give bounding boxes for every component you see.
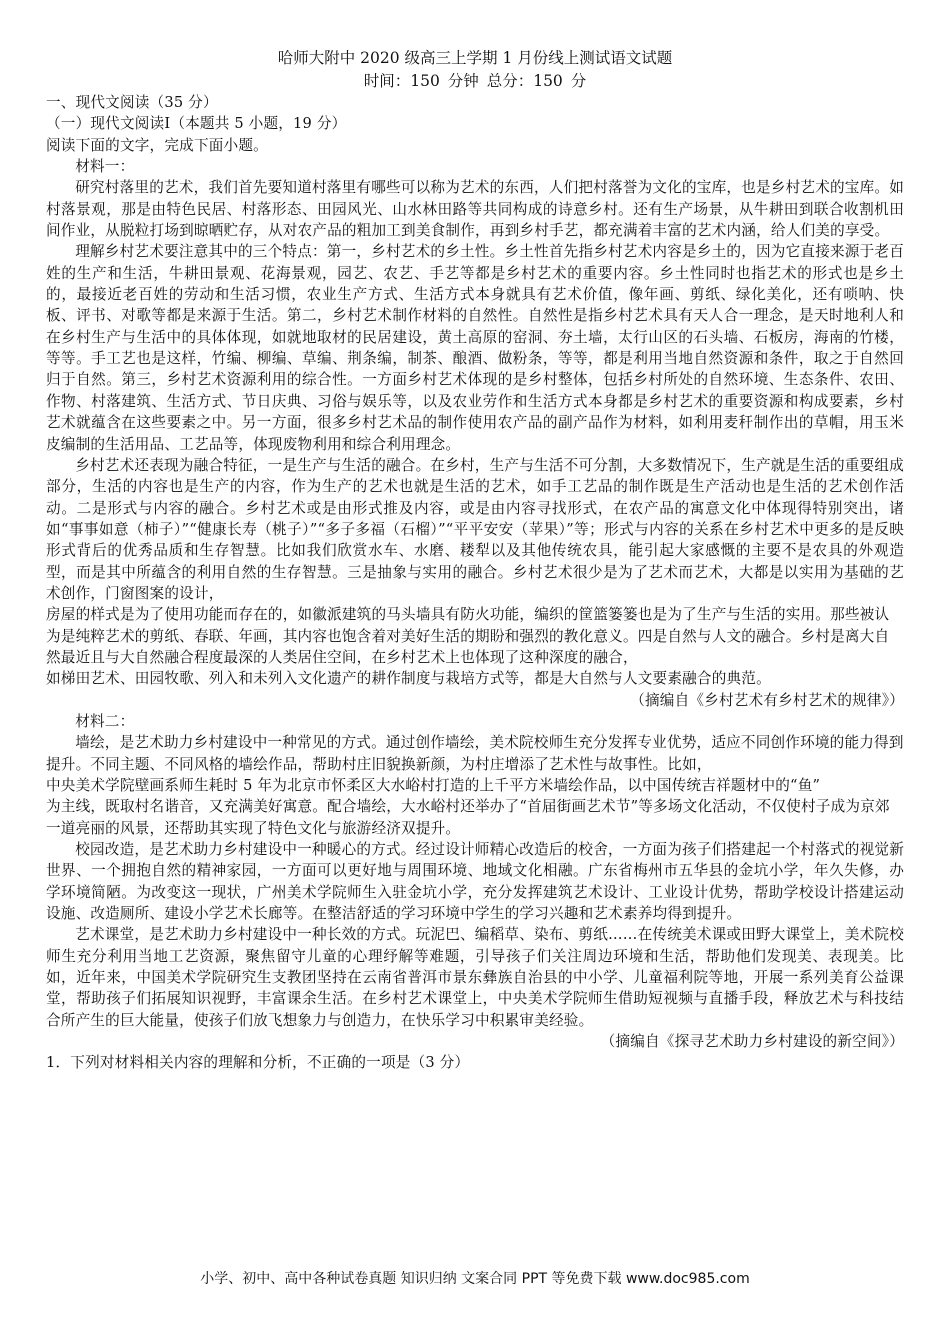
material-1-paragraph-3-end: 如梯田艺术、田园牧歌、列入和未列入文化遗产的耕作制度与栽培方式等，都是大自然与人文要素融合的典范。: [46, 670, 771, 688]
material-2-label: 材料二：: [75, 712, 135, 730]
material-1-paragraph-1: 研究村落里的艺术，我们首先要知道村落里有哪些可以称为艺术的东西，人们把村落誉为文化的宝库，也是乡村艺术的宝库。如村落景观，那是由特色民居、村落形态、田园风光、山水林田路等共同构成的诗意乡村。还有生产场景，从牛耕田到联合收割机田间作业，从脱粒打场到晾晒贮存，从对农产品的粗加工到美食制作，再到乡村手艺，都充满着丰富的艺术内涵，给人们美的享受。: [46, 179, 904, 240]
section-subheading: （一）现代文阅读Ⅰ（本题共 5 小题，19 分）: [46, 115, 347, 133]
material-1-label: 材料一：: [75, 158, 135, 176]
exam-body: [46, 92, 904, 1074]
section-heading: 一、现代文阅读（35 分）: [46, 94, 218, 111]
material-2-paragraph-1: 墙绘，是艺术助力乡村建设中一种常见的方式。通过创作墙绘，美术院校师生充分发挥专业优势，适应不同创作环境的能力得到提升。不同主题、不同风格的墙绘作品，帮助村庄旧貌换新颜，为村庄增添了艺术性与故事性。比如，: [46, 734, 904, 773]
material-1-paragraph-3: 乡村艺术还表现为融合特征，一是生产与生活的融合。在乡村，生产与生活不可分割，大多数情况下，生产就是生活的重要组成部分，生活的内容也是生产的内容，作为生产的艺术也就是生活的艺术，如手工艺品的制作既是生产活动也是生活的艺术创作活动。二是形式与内容的融合。乡村艺术或是由形式推及内容，或是由内容寻找形式，在农产品的寓意文化中体现得特别突出，诸如“事事如意（柿子）”“健康长寿（桃子）”“多子多福（石榴）”“平平安安（苹果）”等；形式与内容的关系在乡村艺术中更多的是反映形式背后的优秀品质和生存智慧。比如我们欣赏水车、水磨、耧犁以及其他传统农具，能引起大家感慨的主要不是农具的外观造型，而是其中所蕴含的利用自然的生存智慧。三是抽象与实用的融合。乡村艺术很少是为了艺术而艺术，大都是以实用为基础的艺术创作，门窗图案的设计，: [46, 456, 904, 602]
material-2-source: （摘编自《探寻艺术助力乡村建设的新空间》）: [600, 1033, 904, 1051]
material-1-paragraph-3-cont: 房屋的样式是为了使用功能而存在的，如徽派建筑的马头墙具有防火功能，编织的筐篮篓篓也是为了生产与生活的实用。那些被认为是纯粹艺术的剪纸、春联、年画，其内容也饱含着对美好生活的期盼和强烈的教化意义。四是自然与人文的融合。乡村是离大自然最近且与大自然融合程度最深的人类居住空间，在乡村艺术上也体现了这种深度的融合，: [46, 606, 890, 666]
question-1: 1．下列对材料相关内容的理解和分析，不正确的一项是（3 分）: [46, 1054, 470, 1072]
material-2-paragraph-3: 艺术课堂，是艺术助力乡村建设中一种长效的方式。玩泥巴、编稻草、染布、剪纸……在传统美术课或田野大课堂上，美术院校师生充分利用当地工艺资源，聚焦留守儿童的心理纾解等难题，引导孩子们关注周边环境和生活，帮助他们发现美、表现美。比如，近年来，中国美术学院研究生支教团坚持在云南省普洱市景东彝族自治县的中小学、儿童福利院等地，开展一系列美育公益课堂，帮助孩子们拓展知识视野，丰富课余生活。在乡村艺术课堂上，中央美术学院师生借助短视频与直播手段，释放艺术与科技结合所产生的巨大能量，使孩子们放飞想象力与创造力，在快乐学习中积累审美经验。: [46, 926, 904, 1029]
footer-watermark: 小学、初中、高中各种试卷真题 知识归纳 文案合同 PPT 等免费下载 www.doc985.com: [200, 1271, 750, 1287]
material-1-source: （摘编自《乡村艺术有乡村艺术的规律》）: [630, 691, 904, 709]
material-1-paragraph-2: 理解乡村艺术要注意其中的三个特点：第一，乡村艺术的乡土性。乡土性首先指乡村艺术内容是乡土的，因为它直接来源于老百姓的生产和生活，牛耕田景观、花海景观，园艺、农艺、手艺等都是乡村艺术的重要内容。乡土性同时也指艺术的形式也是乡土的，最接近老百姓的劳动和生活习惯，农业生产方式、生活方式本身就具有艺术价值，像年画、剪纸、绿化美化，还有唢呐、快板、评书、对歌等都是来源于生活。第二，乡村艺术制作材料的自然性。自然性是指乡村艺术具有天人合一理念，是天时地利人和在乡村生产与生活中的具体体现，如就地取材的民居建设，黄土高原的窑洞、夯土墙，太行山区的石头墙、石板房，海南的竹楼，等等。手工艺也是这样，竹编、柳编、草编、荆条编，制茶、酿酒、做粉条，等等，都是利用当地自然资源和条件，取之于自然回归于自然。第三，乡村艺术资源利用的综合性。一方面乡村艺术体现的是乡村整体，包括乡村所处的自然环境、生态条件、农田、作物、村落建筑、生活方式、节日庆典、习俗与娱乐等，以及农业劳作和生活方式本身都是乡村艺术的重要资源和构成要素，乡村艺术就蕴含在这些要素之中。另一方面，很多乡村艺术品的制作使用农产品的副产品作为材料，如利用麦秆制作出的草帽，用玉米皮编制的生活用品、工艺品等，体现废物利用和综合利用理念。: [46, 243, 904, 453]
exam-time-score: 时间：150 分钟 总分：150 分: [363, 72, 587, 90]
exam-title: 哈师大附中 2020 级高三上学期 1 月份线上测试语文试题: [277, 49, 673, 67]
material-2-paragraph-2: 校园改造，是艺术助力乡村建设中一种暖心的方式。经过设计师精心改造后的校舍，一方面为孩子们搭建起一个村落式的视觉新世界、一个拥抱自然的精神家园，一方面可以更好地与周围环境、地域文化相融。广东省梅州市五华县的金坑小学，年久失修，办学环境简陋。为改变这一现状，广州美术学院师生入驻金坑小学，充分发挥建筑艺术设计、工业设计优势，帮助学校设计搭建运动设施、改造厕所、建设小学艺术长廊等。在整洁舒适的学习环境中学生的学习兴趣和艺术素养均得到提升。: [46, 841, 904, 923]
material-2-paragraph-1-cont: 中央美术学院壁画系师生耗时 5 年为北京市怀柔区大水峪村打造的上千平方米墙绘作品，以中国传统吉祥题材中的“鱼”: [46, 777, 821, 794]
reading-instruction: 阅读下面的文字，完成下面小题。: [46, 136, 268, 154]
material-2-paragraph-1-end: 为主线，既取村名谐音，又充满美好寓意。配合墙绘，大水峪村还举办了“首届街画艺术节”等多场文化活动，不仅使村子成为京郊一道亮丽的风景，还帮助其实现了特色文化与旅游经济双提升。: [46, 798, 890, 837]
